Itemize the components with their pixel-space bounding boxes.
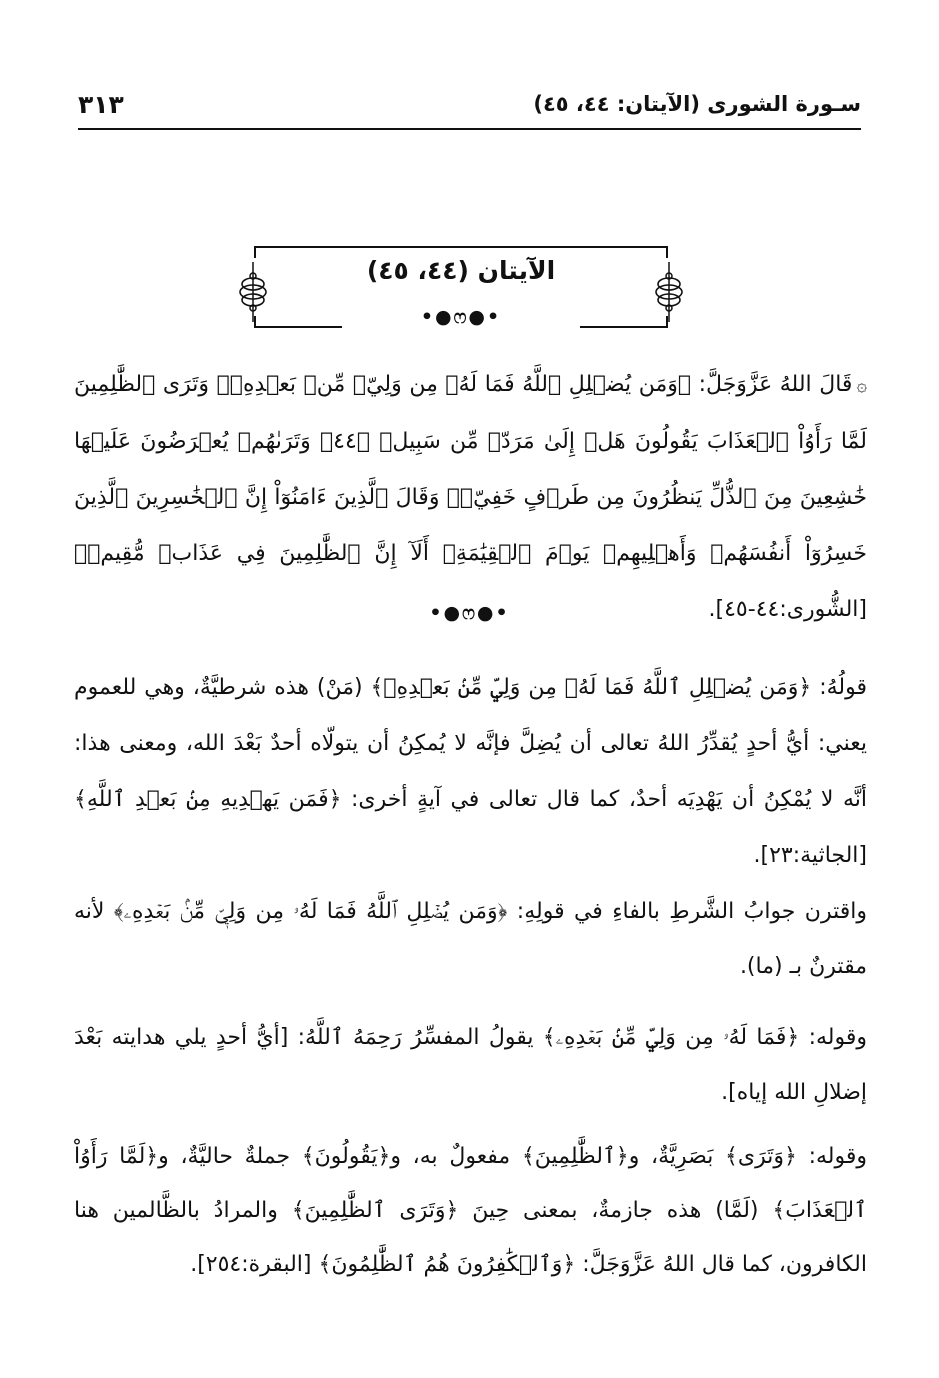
section-title-frame (254, 246, 668, 328)
page-number: ٣١٣ (78, 90, 124, 119)
verse-paragraph (74, 357, 867, 638)
commentary-paragraph-2: واقترن جوابُ الشَّرطِ بالفاءِ في قولِهِ: ﴿وَمَن يُضۡلِلِ ٱللَّهُ فَمَا لَهُۥ مِن وَلِيّٖ مِّنۢ بَعۡدِهِۦ﴾ لأنه مقترنٌ بـ (ما). (74, 899, 867, 979)
running-header (78, 90, 861, 130)
frame-top-line (254, 246, 668, 248)
frame-bottom-left-line (254, 326, 342, 328)
paragraph-marker-icon: ۞ (856, 375, 867, 396)
verse-text: قَالَ اللهُ عَزَّوَجَلَّ: ﴿وَمَن يُضۡلِلِ ٱللَّهُ فَمَا لَهُۥ مِن وَلِيّٖ مِّنۢ بَعۡدِهِۦۗ وَتَرَى ٱلظَّٰلِمِينَ لَمَّا رَأَوُاْ ٱلۡعَذَابَ يَقُولُونَ هَلۡ إِلَىٰ مَرَدّٖ مِّن سَبِيلٖ ﴿٤٤﴾ وَتَرَىٰهُمۡ يُعۡرَضُونَ عَلَيۡهَا خَٰشِعِينَ مِنَ ٱلذُّلِّ يَنظُرُونَ مِن طَرۡفٍ خَفِيّٖۗ وَقَالَ ٱلَّذِينَ ءَامَنُوٓاْ إِنَّ ٱلۡخَٰسِرِينَ ٱلَّذِينَ خَسِرُوٓاْ أَنفُسَهُمۡ وَأَهۡلِيهِمۡ يَوۡمَ ٱلۡقِيَٰمَةِۗ أَلَآ إِنَّ ٱلظَّٰلِمِينَ فِي عَذَابٖ مُّقِيمٖ﴾ [الشُّورى:٤٤-٤٥]. (74, 372, 867, 622)
frame-right-top-tick (666, 246, 668, 258)
commentary-paragraph-1: قولُهُ: ﴿وَمَن يُضۡلِلِ ٱللَّهُ فَمَا لَهُۥ مِن وَلِيّٖ مِّنۢ بَعۡدِهِۦ﴾ (مَنْ) هذه شرطيَّةٌ، وهي للعموم يعني: أيُّ أحدٍ يُقدِّرُ اللهُ تعالى أن يُضِلَّ فإنَّه لا يُمكِنُ أن يتولّاه أحدٌ بَعْدَ الله، ومعنى هذا: أنَّه لا يُمْكِنُ أن يَهْدِيَه أحدٌ، كما قال تعالى في آيةٍ أخرى: ﴿فَمَن يَهۡدِيهِ مِنۢ بَعۡدِ ٱللَّهِ﴾ [الجاثية:٢٣]. (74, 675, 867, 868)
commentary-paragraph-3: وقوله: ﴿فَمَا لَهُۥ مِن وَلِيّٖ مِّنۢ بَعۡدِهِۦ﴾ يقولُ المفسِّرُ رَحِمَهُ ٱللَّهُ: [أيُّ أحدٍ يلي هدايته بَعْدَ إضلالِ الله إياه]. (74, 1025, 867, 1105)
ornament-knot-right-icon (654, 262, 684, 322)
section-title: الآيتان (٤٤، ٤٥) (366, 256, 556, 285)
commentary-paragraph-4: وقوله: ﴿وَتَرَى﴾ بَصَرِيَّةٌ، و﴿ٱلظَّٰلِمِينَ﴾ مفعولٌ به، و﴿يَقُولُونَ﴾ جملةٌ حاليَّةٌ، و﴿لَمَّا رَأَوُاْ ٱلۡعَذَابَ﴾ (لَمَّا) هذه جازمةٌ، بمعنى حِينَ ﴿وَتَرَى ٱلظَّٰلِمِينَ﴾ والمرادُ بالظَّالمين هنا الكافرون، كما قال اللهُ عَزَّوَجَلَّ: ﴿وَٱلۡكَٰفِرُونَ هُمُ ٱلظَّٰلِمُونَ﴾ [البقرة:٢٥٤]. (74, 1144, 867, 1277)
ornament-knot-left-icon (238, 262, 268, 322)
title-separator-ornament: •●ෆ●• (420, 306, 502, 328)
frame-left-top-tick (254, 246, 256, 258)
running-title: سـورة الشورى (الآيتان: ٤٤، ٤٥) (533, 92, 861, 116)
frame-bottom-right-line (580, 326, 668, 328)
section-separator-ornament: •●ෆ●• (429, 602, 510, 624)
